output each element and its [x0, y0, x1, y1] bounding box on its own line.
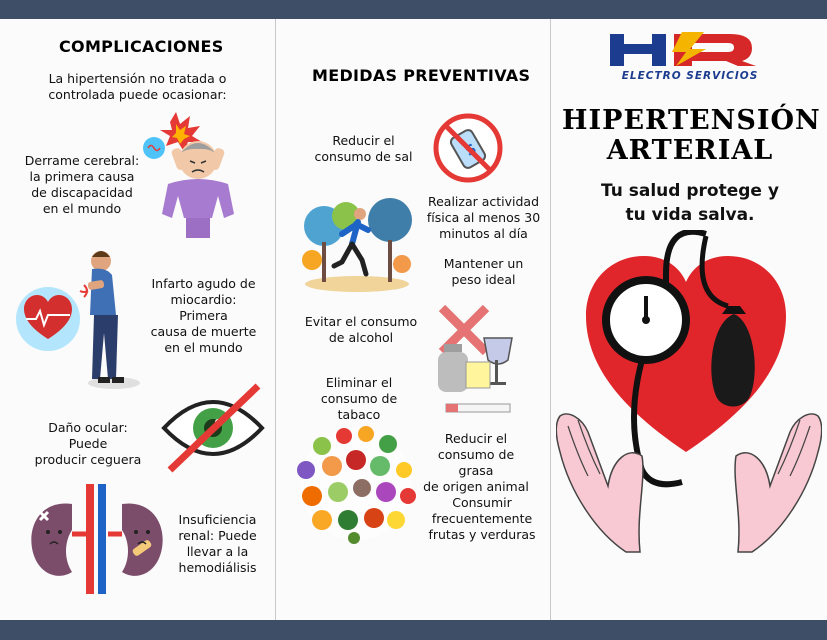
- crossed-eye-icon: [160, 382, 266, 474]
- derrame-cerebral-text: Derrame cerebral: la primera causa de discapacidad en el mundo: [24, 153, 140, 216]
- infarto-text: Infarto agudo de miocardio: Primera causa de muerte en el mundo: [150, 276, 257, 355]
- main-title: HIPERTENSIÓN ARTERIAL: [562, 105, 821, 166]
- dano-ocular-text: Daño ocular: Puede producir ceguera: [34, 420, 142, 467]
- reducir-grasa-text: Reducir el consumo de grasa de origen animal: [423, 431, 529, 494]
- headache-person-icon: [140, 112, 240, 238]
- complicaciones-title: COMPLICACIONES: [59, 37, 224, 56]
- runner-icon: [302, 186, 412, 294]
- fold-line-right: [550, 19, 551, 620]
- medidas-preventivas-title: MEDIDAS PREVENTIVAS: [312, 66, 531, 85]
- fruits-vegetables-icon: [292, 424, 420, 544]
- peso-ideal-text: Mantener un peso ideal: [443, 256, 524, 287]
- top-frame-bar: [0, 0, 827, 19]
- eliminar-tabaco-text: Eliminar el consumo de tabaco: [320, 375, 398, 422]
- heart-blood-pressure-hands-icon: [556, 230, 822, 616]
- brand-name: ELECTRO SERVICIOS: [621, 70, 759, 82]
- actividad-fisica-text: Realizar actividad física al menos 30 minutos al día: [426, 194, 541, 241]
- heart-attack-icon: [14, 245, 144, 393]
- reducir-sal-text: Reducir el consumo de sal: [314, 133, 413, 164]
- no-alcohol-tobacco-icon: [432, 300, 516, 418]
- brand-logo: [610, 32, 770, 66]
- evitar-alcohol-text: Evitar el consumo de alcohol: [304, 314, 418, 345]
- no-salt-icon: [432, 112, 504, 184]
- insuficiencia-renal-text: Insuficiencia renal: Puede llevar a la hemodiálisis: [178, 512, 257, 575]
- frutas-verduras-text: Consumir frecuentemente frutas y verduras: [428, 495, 536, 542]
- fold-line-left: [275, 19, 276, 620]
- bottom-frame-bar: [0, 620, 827, 640]
- kidneys-icon: [28, 484, 166, 594]
- complicaciones-intro: La hipertensión no tratada o controlada puede ocasionar:: [48, 71, 227, 102]
- slogan: Tu salud protege y tu vida salva.: [601, 181, 779, 225]
